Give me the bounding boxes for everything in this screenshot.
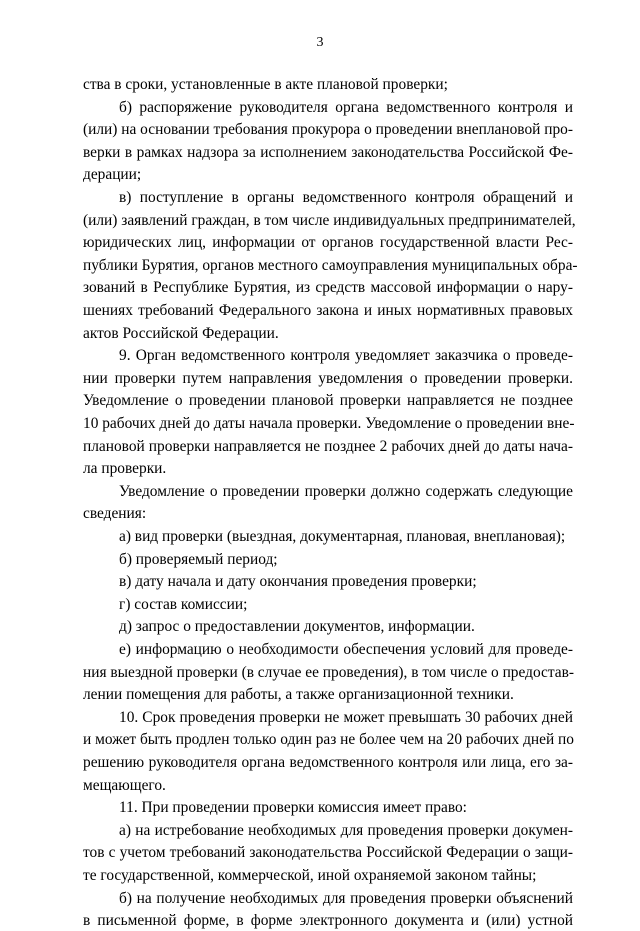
- text-line: мещающего.: [83, 776, 166, 794]
- text-line: плановой проверки направляется не позднее 2 рабочих дней до даты нача-: [83, 437, 573, 455]
- text-line: б) на получение необходимых для проведения проверки объяснений: [119, 889, 573, 907]
- text-line: 10 рабочих дней до даты начала проверки. Уведомление о проведении вне-: [83, 415, 575, 432]
- text-line: в письменной форме, в форме электронного документа и (или) устной: [83, 912, 573, 930]
- text-line: зований в Республике Бурятия, из средств массовой информации о нару-: [83, 279, 573, 297]
- text-line: шениях требований Федерального закона и иных нормативных правовых: [83, 302, 573, 319]
- text-line: д) запрос о предоставлении документов, информации.: [119, 618, 475, 636]
- text-line: в) поступление в органы ведомственного контроля обращений и: [119, 189, 573, 206]
- text-line: в) дату начала и дату окончания проведения проверки;: [119, 573, 477, 591]
- text-line: б) проверяемый период;: [119, 550, 278, 568]
- text-line: те государственной, коммерческой, иной охраняемой законом тайны;: [83, 867, 537, 884]
- text-line: нии проверки путем направления уведомления о проведении проверки.: [83, 369, 573, 387]
- text-line: лении помещения для работы, а также организационной техники.: [83, 686, 514, 704]
- text-line: и может быть продлен только один раз не более чем на 20 рабочих дней по: [83, 731, 574, 749]
- text-line: (или) заявлений граждан, в том числе индивидуальных предпринимателей,: [83, 211, 576, 229]
- text-line: ния выездной проверки (в случае ее проведения), в том числе о предостав-: [83, 663, 575, 681]
- text-line: ства в сроки, установленные в акте плановой проверки;: [83, 76, 448, 93]
- text-line: публики Бурятия, органов местного самоуправления муниципальных обра-: [83, 256, 578, 274]
- text-line: ла проверки.: [83, 460, 167, 478]
- text-line: 10. Срок проведения проверки не может превышать 30 рабочих дней: [119, 708, 573, 726]
- text-line: а) вид проверки (выездная, документарная, плановая, внеплановая);: [119, 528, 566, 545]
- page-number: 3: [316, 35, 324, 50]
- text-line: а) на истребование необходимых для проведения проверки докумен-: [119, 821, 573, 839]
- text-line: б) распоряжение руководителя органа ведомственного контроля и: [119, 98, 573, 116]
- text-line: актов Российской Федерации.: [83, 324, 279, 342]
- text-line: тов с учетом требований законодательства Российской Федерации о защи-: [83, 844, 573, 862]
- text-line: 11. При проведении проверки комиссия имеет право:: [119, 799, 467, 817]
- text-line: Уведомление о проведении проверки должно содержать следующие: [119, 482, 573, 500]
- text-line: е) информацию о необходимости обеспечения условий для проведе-: [119, 641, 573, 658]
- text-line: решению руководителя органа ведомственного контроля или лица, его за-: [83, 754, 573, 771]
- text-line: (или) на основании требования прокурора о проведении внеплановой про-: [83, 121, 573, 139]
- text-line: Уведомление о проведении плановой проверки направляется не позднее: [83, 392, 573, 410]
- text-line: верки в рамках надзора за исполнением законодательства Российской Фе-: [83, 143, 573, 161]
- text-line: 9. Орган ведомственного контроля уведомляет заказчика о проведе-: [119, 347, 573, 365]
- text-line: юридических лиц, информации от органов государственной власти Рес-: [83, 234, 573, 252]
- text-line: дерации;: [83, 166, 142, 184]
- text-line: сведения:: [83, 505, 147, 523]
- text-line: г) состав комиссии;: [119, 595, 248, 613]
